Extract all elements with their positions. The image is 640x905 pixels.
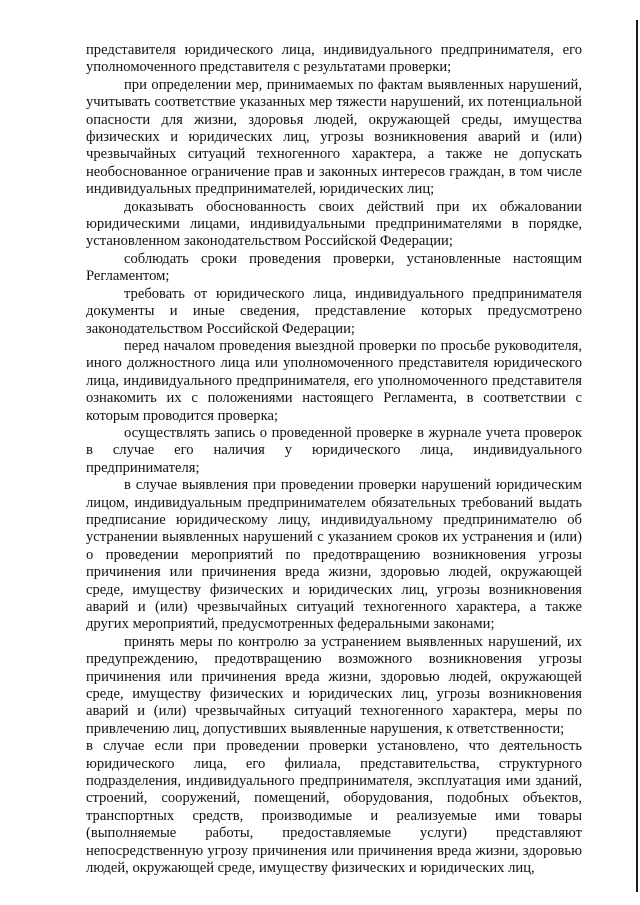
paragraph-control-measures: принять меры по контролю за устранением выявленных нарушений, их предупреждению, предотвращению возможного возникновения угрозы причинения или причинения вреда жизни, здоровью людей, окружающей среде, имуществу физических и юридических лиц, угрозы возникновения аварий и (или) чрезвычайных ситуаций техногенного характера, меры по привлечению лиц, допустивших выявленные нарушения, к ответственности; xyxy=(86,633,582,737)
paragraph-measures: при определении мер, принимаемых по фактам выявленных нарушений, учитывать соответствие указанных мер тяжести нарушений, их потенциальной опасности для жизни, здоровья людей, окружающей среды, имущества физических и юридических лиц, угрозы возникновения аварий и (или) чрезвычайных ситуаций техногенного характера, а также не допускать необоснованное ограничение прав и законных интересов граждан, в том числе индивидуальных предпринимателей, юридических лиц; xyxy=(86,76,582,198)
paragraph-direct-threat: в случае если при проведении проверки установлено, что деятельность юридического лица, его филиала, представительства, структурного подразделения, индивидуального предпринимателя, эксплуатация ими зданий, строений, сооружений, помещений, оборудования, подобных объектов, транспортных средств, производимые и реализуемые ими товары (выполняемые работы, предоставляемые услуги) представляют непосредственную угрозу причинения или причинения вреда жизни, здоровью людей, окружающей среде, имуществу физических и юридических лиц, xyxy=(86,738,582,877)
scan-edge-divider xyxy=(636,20,638,892)
paragraph-familiarize: перед началом проведения выездной проверки по просьбе руководителя, иного должностного лица или уполномоченного представителя юридического лица, индивидуального предпринимателя, его уполномоченного представителя ознакомить их с положениями настоящего Регламента, в соответствии с которым проводится проверка; xyxy=(86,337,582,424)
paragraph-deadlines: соблюдать сроки проведения проверки, установленные настоящим Регламентом; xyxy=(86,250,582,285)
paragraph-documents: требовать от юридического лица, индивидуального предпринимателя документы и иные сведения, представление которых предусмотрено законодательством Российской Федерации; xyxy=(86,285,582,337)
paragraph-justification: доказывать обоснованность своих действий при их обжаловании юридическими лицами, индивидуальными предпринимателями в порядке, установленном законодательством Российской Федерации; xyxy=(86,198,582,250)
paragraph-journal-record: осуществлять запись о проведенной проверке в журнале учета проверок в случае его наличия у юридического лица, индивидуального предпринимателя; xyxy=(86,424,582,476)
paragraph-prescription: в случае выявления при проведении проверки нарушений юридическим лицом, индивидуальным предпринимателем обязательных требований выдать предписание юридическому лицу, индивидуальному предпринимателю об устранении выявленных нарушений с указанием сроков их устранения и (или) о проведении мероприятий по предотвращению возникновения угрозы причинения или причинения вреда жизни, здоровью людей, окружающей среде, имуществу физических и юридических лиц, угрозы возникновения аварий и (или) чрезвычайных ситуаций техногенного характера, а также других мероприятий, предусмотренных федеральными законами; xyxy=(86,477,582,633)
document-body xyxy=(86,42,582,878)
paragraph-continuation: представителя юридического лица, индивидуального предпринимателя, его уполномоченного представителя с результатами проверки; xyxy=(86,42,582,76)
